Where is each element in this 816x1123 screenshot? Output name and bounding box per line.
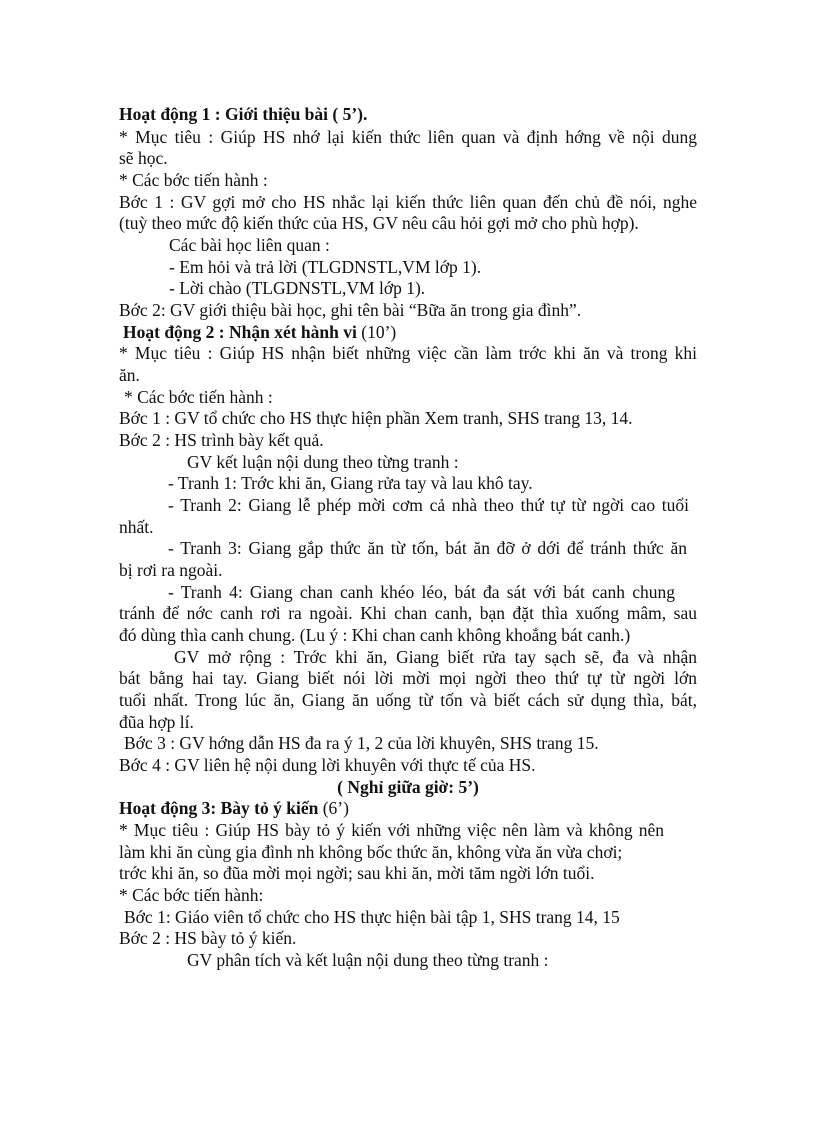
text-line: sẽ học. — [119, 148, 168, 168]
text-line: Bớc 3 : GV hớng dẫn HS đa ra ý 1, 2 của lời khuyên, SHS trang 15. — [124, 733, 599, 753]
text-line: - Tranh 1: Trớc khi ăn, Giang rửa tay và lau khô tay. — [168, 473, 533, 493]
text-line: - Em hỏi và trả lời (TLGDNSTL,VM lớp 1). — [169, 257, 482, 277]
text-line: * Các bớc tiến hành: — [119, 885, 264, 905]
text-line: (tuỳ theo mức độ kiến thức của HS, GV nêu câu hỏi gợi mở cho phù hợp). — [119, 213, 639, 233]
text-line: * Các bớc tiến hành : — [124, 387, 273, 407]
text-line: Bớc 1: Giáo viên tổ chức cho HS thực hiện bài tập 1, SHS trang 14, 15 — [124, 907, 620, 927]
text-line: Bớc 1 : GV tổ chức cho HS thực hiện phần Xem tranh, SHS trang 13, 14. — [119, 408, 633, 428]
text-line: - Tranh 4: Giang chan canh khéo léo, bát đa sát với bát canh chung — [168, 582, 675, 602]
text-line: đũa hợp lí. — [119, 712, 194, 732]
text-line: tránh để nớc canh rơi ra ngoài. Khi chan canh, bạn đặt thìa xuống mâm, sau — [119, 603, 697, 623]
text-line: đó dùng thìa canh chung. (Lu ý : Khi chan canh không khoắng bát canh.) — [119, 625, 631, 645]
text-line: - Lời chào (TLGDNSTL,VM lớp 1). — [169, 278, 426, 298]
text-line: Bớc 2: GV giới thiệu bài học, ghi tên bài “Bữa ăn trong gia đình”. — [119, 300, 582, 320]
text-line: Bớc 2 : HS trình bày kết quả. — [119, 430, 324, 450]
text-line: * Các bớc tiến hành : — [119, 170, 268, 190]
text-line: bát bằng hai tay. Giang biết nói lời mời mọi ngời theo thứ tự từ ngời lớn — [119, 668, 697, 688]
text-line: * Mục tiêu : Giúp HS nhận biết những việc cần làm trớc khi ăn và trong khi — [119, 343, 697, 363]
text-line: nhất. — [119, 517, 154, 537]
text-line: ăn. — [119, 365, 140, 385]
text-line: Bớc 1 : GV gợi mở cho HS nhắc lại kiến thức liên quan đến chủ đề nói, nghe — [119, 192, 697, 212]
text-line: - Tranh 2: Giang lễ phép mời cơm cả nhà theo thứ tự từ ngời cao tuổi — [168, 495, 689, 515]
break-note: ( Nghỉ giữa giờ: 5’) — [337, 777, 479, 797]
text-line: Các bài học liên quan : — [169, 235, 330, 255]
text-line: GV mở rộng : Trớc khi ăn, Giang biết rửa tay sạch sẽ, đa và nhận — [174, 647, 697, 667]
heading-activity-3-title: Hoạt động 3: Bày tỏ ý kiến — [119, 798, 319, 818]
text-line: Bớc 2 : HS bày tỏ ý kiến. — [119, 928, 297, 948]
heading-activity-2-title: Hoạt động 2 : Nhận xét hành vi — [123, 322, 357, 342]
heading-activity-2-time: (10’) — [356, 322, 397, 342]
heading-activity-3 — [119, 798, 349, 820]
text-line: bị rơi ra ngoài. — [119, 560, 223, 580]
text-line: Bớc 4 : GV liên hệ nội dung lời khuyên với thực tế của HS. — [119, 755, 536, 775]
heading-activity-1: Hoạt động 1 : Giới thiệu bài ( 5’). — [119, 104, 368, 124]
text-line: tuổi nhất. Trong lúc ăn, Giang ăn uống từ tốn và biết cách sử dụng thìa, bát, — [119, 690, 697, 710]
heading-activity-3-time: (6’) — [318, 798, 349, 818]
heading-activity-2 — [123, 322, 396, 344]
text-line: - Tranh 3: Giang gắp thức ăn từ tốn, bát ăn đỡ ở dới để tránh thức ăn — [168, 538, 687, 558]
text-line: trớc khi ăn, so đũa mời mọi ngời; sau khi ăn, mời tăm ngời lớn tuổi. — [119, 863, 595, 883]
text-line: * Mục tiêu : Giúp HS nhớ lại kiến thức liên quan và định hớng về nội dung — [119, 127, 697, 147]
text-line: GV kết luận nội dung theo từng tranh : — [187, 452, 459, 472]
text-line: * Mục tiêu : Giúp HS bày tỏ ý kiến với những việc nên làm và không nên — [119, 820, 664, 840]
text-line: GV phân tích và kết luận nội dung theo từng tranh : — [187, 950, 549, 970]
text-line: làm khi ăn cùng gia đình nh không bốc thức ăn, không vừa ăn vừa chơi; — [119, 842, 623, 862]
